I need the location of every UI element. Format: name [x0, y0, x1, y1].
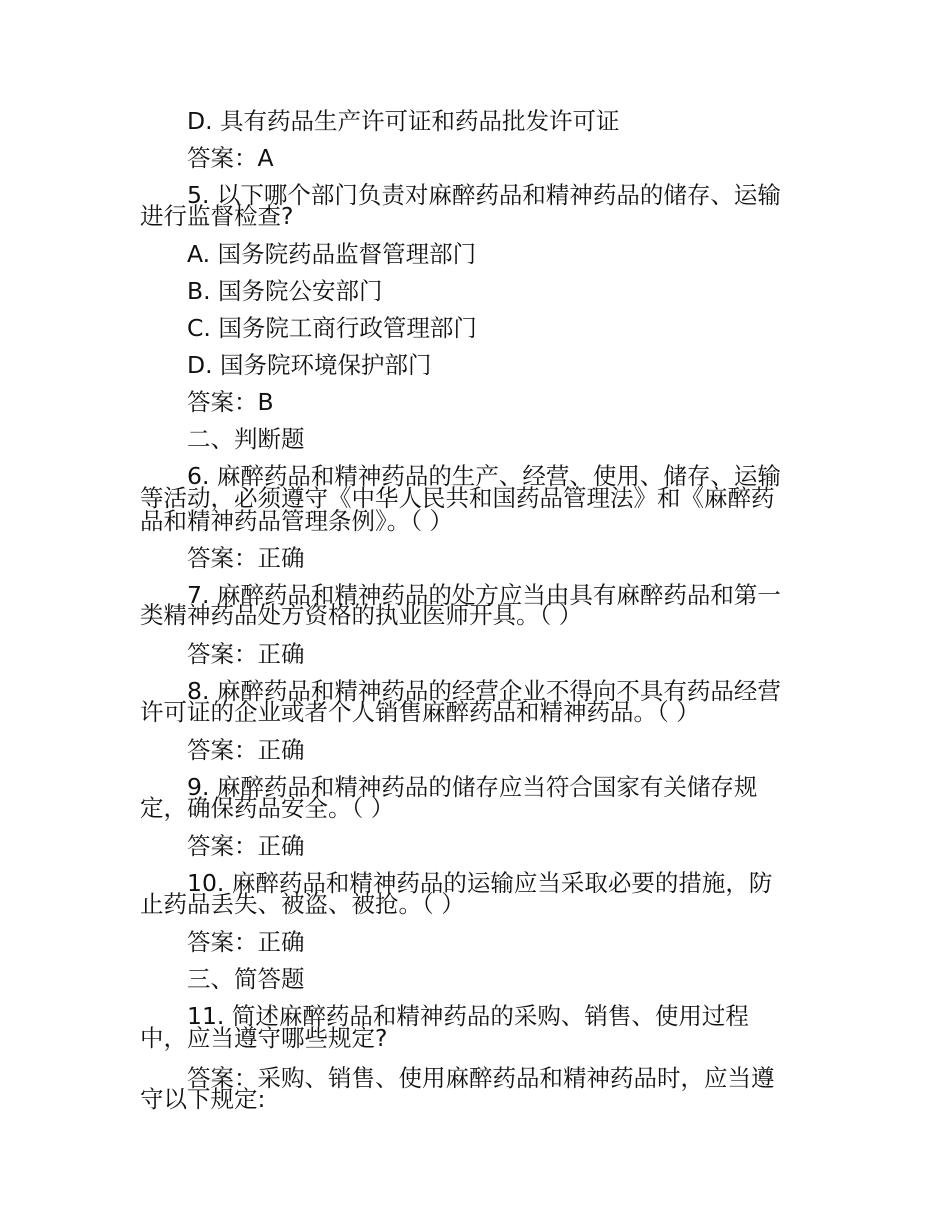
option-d-line: D. 国务院环境保护部门: [187, 351, 432, 379]
answer-line: 答案：正确: [187, 832, 305, 860]
section-heading: 二、判断题: [187, 425, 305, 453]
question-line: 6. 麻醉药品和精神药品的生产、经营、使用、储存、运输: [187, 462, 781, 490]
question-line-continued: 许可证的企业或者个人销售麻醉药品和精神药品。（ ）: [140, 698, 700, 726]
answer-line: 答案：正确: [187, 544, 305, 572]
question-line: 10. 麻醉药品和精神药品的运输应当采取必要的措施，防: [187, 869, 773, 897]
option-a-line: A. 国务院药品监督管理部门: [187, 240, 477, 268]
question-line-continued: 定，确保药品安全。（ ）: [140, 794, 395, 822]
question-line-continued: 品和精神药品管理条例》。（ ）: [140, 507, 453, 535]
answer-line: 答案：B: [187, 388, 274, 416]
question-line: 5. 以下哪个部门负责对麻醉药品和精神药品的储存、运输: [187, 181, 781, 209]
question-line-continued: 进行监督检查?: [140, 202, 294, 230]
answer-line: 答案：正确: [187, 736, 305, 764]
question-line: 8. 麻醉药品和精神药品的经营企业不得向不具有药品经营: [187, 677, 781, 705]
option-b-line: B. 国务院公安部门: [187, 277, 383, 305]
question-line-continued: 中，应当遵守哪些规定?: [140, 1024, 388, 1052]
answer-line-continued: 守以下规定:: [140, 1085, 266, 1113]
option-d-line: D. 具有药品生产许可证和药品批发许可证: [187, 107, 620, 135]
answer-line: 答案：正确: [187, 928, 305, 956]
question-line: 11. 简述麻醉药品和精神药品的采购、销售、使用过程: [187, 1002, 749, 1030]
answer-line: 答案：A: [187, 144, 274, 172]
question-line: 7. 麻醉药品和精神药品的处方应当由具有麻醉药品和第一: [187, 581, 781, 609]
question-line-continued: 止药品丢失、被盗、被抢。（ ）: [140, 890, 465, 918]
answer-line: 答案：采购、销售、使用麻醉药品和精神药品时，应当遵: [187, 1064, 775, 1092]
question-line-continued: 类精神药品处方资格的执业医师开具。（ ）: [140, 601, 583, 629]
question-line: 9. 麻醉药品和精神药品的储存应当符合国家有关储存规: [187, 773, 758, 801]
answer-line: 答案：正确: [187, 640, 305, 668]
question-line-continued: 等活动，必须遵守《中华人民共和国药品管理法》和《麻醉药: [140, 484, 775, 512]
section-heading: 三、简答题: [187, 965, 305, 993]
option-c-line: C. 国务院工商行政管理部门: [187, 314, 477, 342]
